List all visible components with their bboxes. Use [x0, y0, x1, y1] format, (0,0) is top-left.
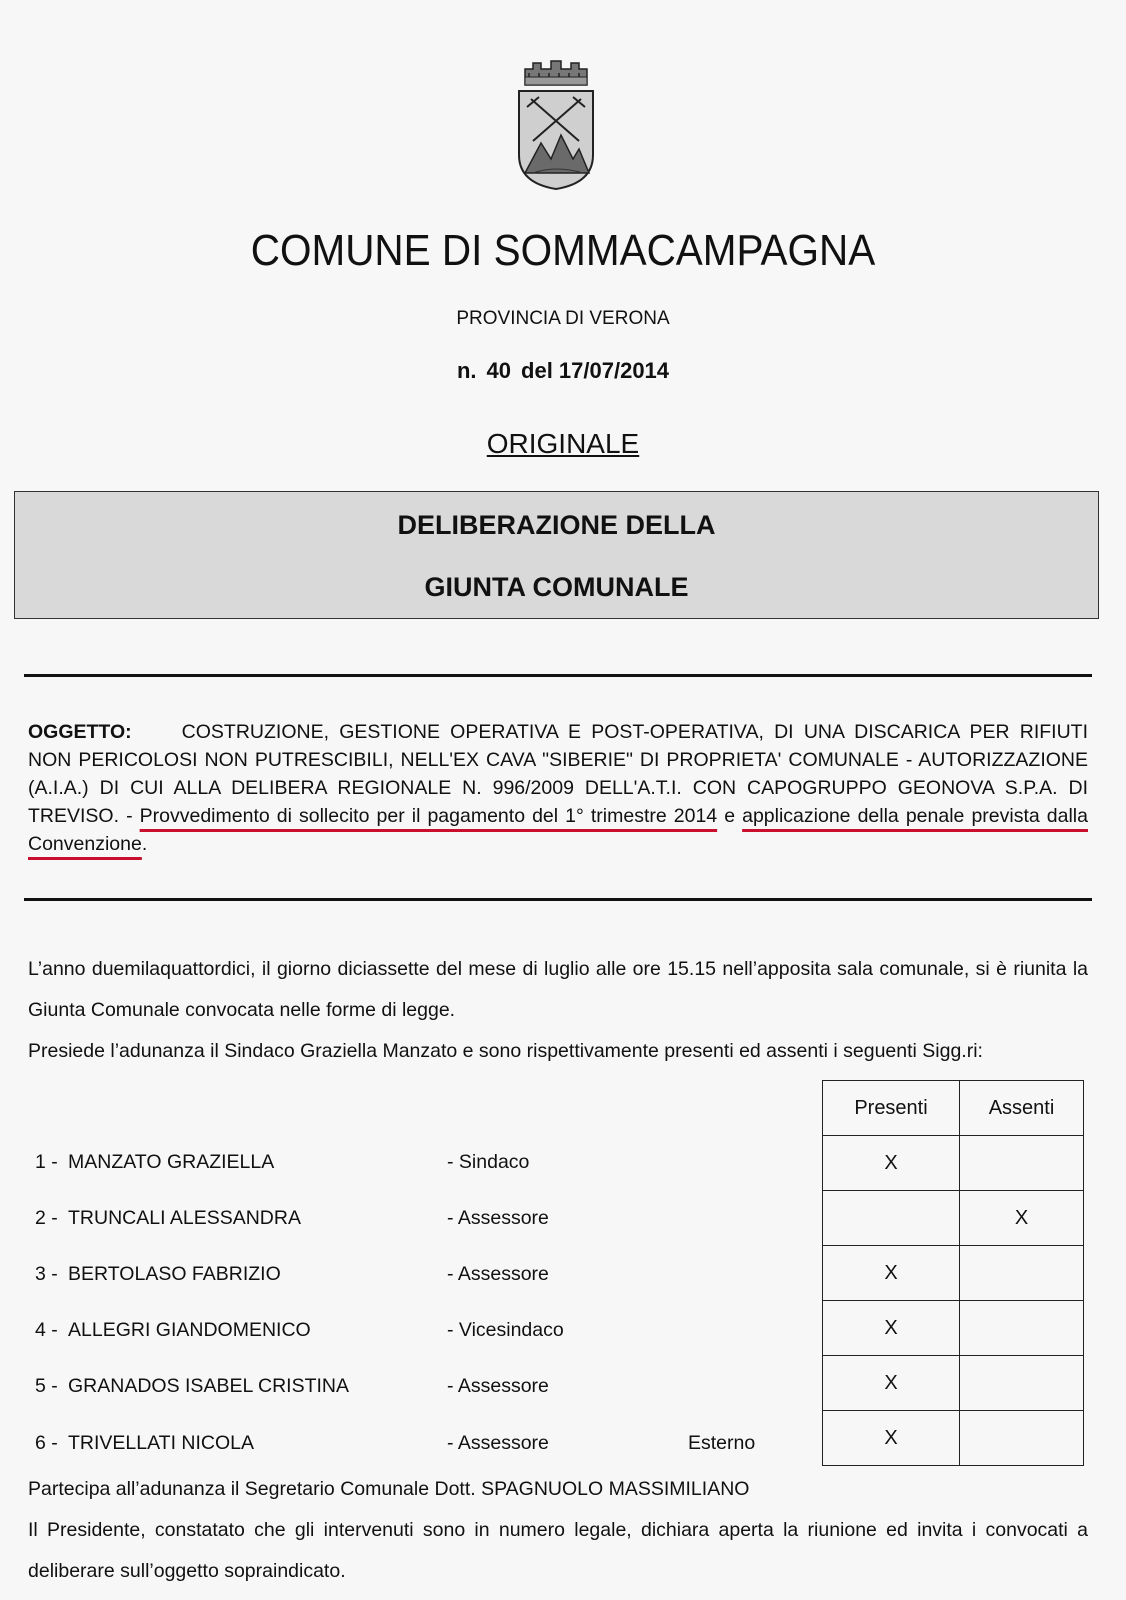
present-cell: X — [823, 1136, 960, 1191]
member-number: 6 - — [35, 1432, 58, 1454]
intro-paragraph: L’anno duemilaquattordici, il giorno diciassette del mese di luglio alle ore 15.15 nell’apposita sala comunale, si è riunita la Giunta Comunale convocata nelle forme di legge. — [28, 958, 1088, 1021]
segretario-paragraph: Partecipa all’adunanza il Segretario Comunale Dott. SPAGNUOLO MASSIMILIANO — [28, 1478, 750, 1500]
member-name: BERTOLASO FABRIZIO — [68, 1263, 281, 1285]
provincia-label: PROVINCIA DI VERONA — [456, 308, 670, 329]
divider-top — [24, 674, 1092, 677]
oggetto-text: COSTRUZIONE, GESTIONE OPERATIVA E POST-OPERATIVA, DI UNA DISCARICA PER RIFIUTI NON PERICOLOSI NON PUTRESCIBILI, NELL'EX CAVA "SIBERIE" DI PROPRIETA' COMUNALE - AUTORIZZAZIONE (A.I.A.) DI CUI ALLA DELIBERA REGIONALE N. 996/2009 DELL'A.T.I. CON CAPOGRUPPO GEONOVA S.P.A. DI TREVISO. — [28, 721, 1088, 827]
presiede-paragraph: Presiede l’adunanza il Sindaco Graziella Manzato e sono rispettivamente presenti ed assenti i seguenti Sigg.ri: — [28, 1040, 983, 1062]
oggetto-highlight-penale: applicazione della penale prevista dalla Convenzione — [28, 805, 1088, 855]
member-row — [35, 1432, 795, 1462]
attendance-row — [823, 1246, 1084, 1301]
attendance-row — [823, 1191, 1084, 1246]
member-number: 2 - — [35, 1207, 58, 1229]
member-name: GRANADOS ISABEL CRISTINA — [68, 1375, 350, 1397]
oggetto-connector: e — [717, 805, 743, 827]
number-value: 40 — [486, 358, 512, 383]
attendance-row — [823, 1411, 1084, 1466]
deliberation-title-line1: DELIBERAZIONE DELLA — [397, 510, 716, 540]
member-note: Esterno — [688, 1432, 756, 1454]
member-role: - Vicesindaco — [447, 1319, 564, 1341]
number-prefix: n. — [456, 358, 477, 383]
conclusion-paragraph: Il Presidente, constatato che gli intervenuti sono in numero legale, dichiara aperta la riunione ed invita i convocati a deliberare sull’oggetto sopraindicato. — [28, 1519, 1088, 1582]
absent-cell — [960, 1301, 1084, 1356]
member-name: TRUNCALI ALESSANDRA — [68, 1207, 301, 1229]
copy-type-label: ORIGINALE — [486, 428, 640, 459]
member-number: 3 - — [35, 1263, 58, 1285]
member-role: - Sindaco — [447, 1151, 530, 1173]
deliberation-title-box — [14, 491, 1099, 619]
absent-cell — [960, 1246, 1084, 1301]
member-name: TRIVELLATI NICOLA — [68, 1432, 255, 1454]
attendance-header-row — [823, 1081, 1084, 1136]
absent-cell — [960, 1411, 1084, 1466]
member-number: 5 - — [35, 1375, 58, 1397]
member-role: - Assessore — [447, 1207, 549, 1229]
member-role: - Assessore — [447, 1432, 549, 1454]
present-cell: X — [823, 1246, 960, 1301]
present-cell: X — [823, 1411, 960, 1466]
comune-title: COMUNE DI SOMMACAMPAGNA — [250, 226, 876, 275]
member-number: 1 - — [35, 1151, 58, 1173]
oggetto-paragraph — [28, 718, 1088, 858]
absent-cell: X — [960, 1191, 1084, 1246]
oggetto-label: OGGETTO: — [28, 721, 132, 743]
oggetto-separator: - — [119, 805, 140, 827]
member-name: ALLEGRI GIANDOMENICO — [68, 1319, 311, 1341]
deliberation-number — [0, 358, 1126, 384]
member-role: - Assessore — [447, 1263, 549, 1285]
absent-cell — [960, 1136, 1084, 1191]
present-cell: X — [823, 1301, 960, 1356]
attendance-row — [823, 1136, 1084, 1191]
member-row — [35, 1207, 795, 1237]
member-number: 4 - — [35, 1319, 58, 1341]
member-role: - Assessore — [447, 1375, 549, 1397]
date-label: del 17/07/2014 — [521, 358, 670, 383]
oggetto-end: . — [141, 833, 148, 855]
attendance-row — [823, 1356, 1084, 1411]
deliberation-title-line2: GIUNTA COMUNALE — [424, 572, 689, 602]
present-cell — [823, 1191, 960, 1246]
member-name: MANZATO GRAZIELLA — [68, 1151, 275, 1173]
attendance-table — [822, 1080, 1084, 1466]
member-row — [35, 1263, 795, 1293]
coat-of-arms-icon — [513, 55, 599, 195]
member-row — [35, 1151, 795, 1181]
col-assenti-header: Assenti — [960, 1081, 1084, 1136]
col-presenti-header: Presenti — [823, 1081, 960, 1136]
attendance-row — [823, 1301, 1084, 1356]
divider-bottom — [24, 898, 1092, 901]
member-row — [35, 1319, 795, 1349]
member-row — [35, 1375, 795, 1405]
present-cell: X — [823, 1356, 960, 1411]
absent-cell — [960, 1356, 1084, 1411]
oggetto-highlight-sollecito: Provvedimento di sollecito per il pagamento del 1° trimestre 2014 — [139, 805, 718, 827]
